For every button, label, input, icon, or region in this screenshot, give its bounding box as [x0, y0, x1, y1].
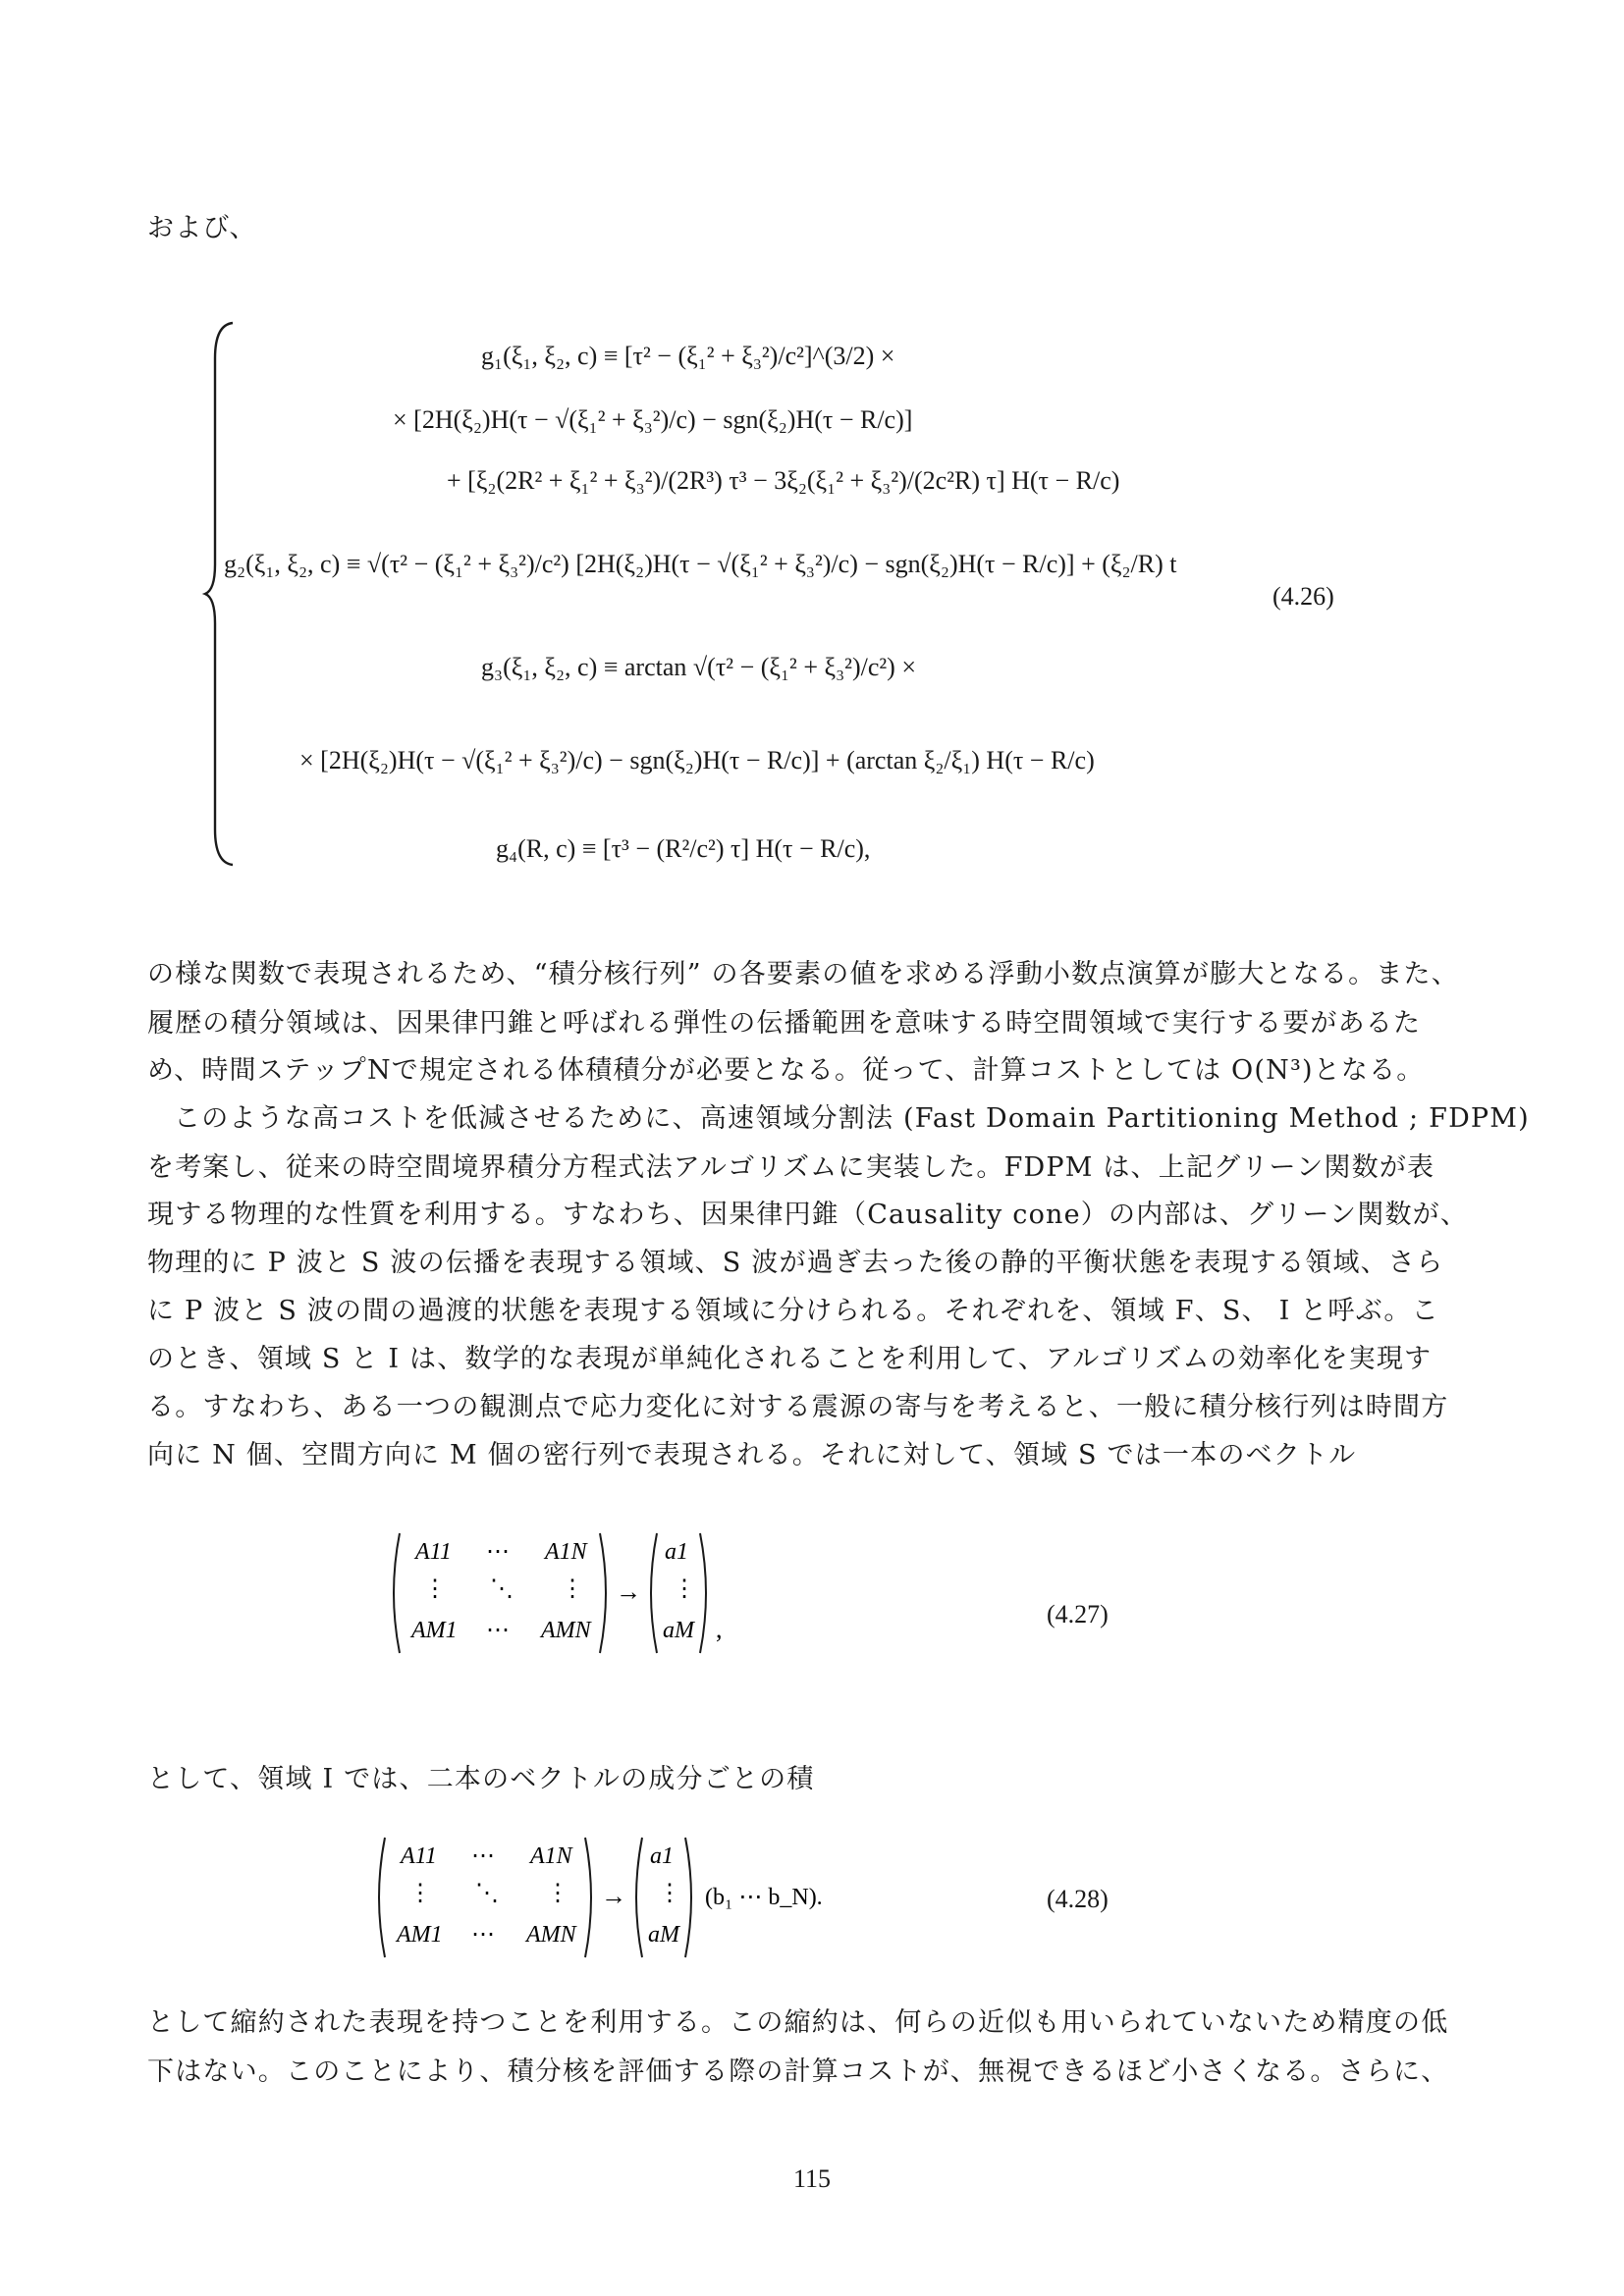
- matrix-cell: ⋮: [561, 1576, 584, 1602]
- matrix-cell: ⋮: [546, 1881, 569, 1906]
- equation-number-4-28: (4.28): [1047, 1885, 1109, 1913]
- matrix-cell: ⋯: [471, 1843, 495, 1869]
- matrix-cell: A11: [401, 1843, 437, 1869]
- eq-g2-line: g₂(ξ₁, ξ₂, c) ≡ √(τ² − (ξ₁² + ξ₃²)/c²) [2H(ξ₂)H(τ − √(ξ₁² + ξ₃²)/c) − sgn(ξ₂)H(τ − R/c)] + (ξ₂/R) t: [224, 550, 1177, 578]
- matrix-cell: A11: [415, 1539, 452, 1565]
- paragraph-2-line: る。すなわち、ある一つの観測点で応力変化に対する震源の寄与を考えると、一般に積分核行列は時間方: [147, 1392, 1449, 1422]
- eq-g3-line-1: g₃(ξ₁, ξ₂, c) ≡ arctan √(τ² − (ξ₁² + ξ₃²)/c²) ×: [481, 653, 916, 681]
- matrix-cell: ⋯: [471, 1922, 495, 1948]
- matrix-cell: AMN: [526, 1922, 576, 1948]
- matrix-cell: A1N: [530, 1843, 572, 1869]
- matrix-cell: ⋯: [486, 1539, 510, 1565]
- page-number: 115: [793, 2164, 832, 2193]
- vector-cell: aM: [663, 1618, 694, 1643]
- paragraph-2-line: 向に N 個、空間方向に M 個の密行列で表現される。それに対して、領域 S では一本のベクトル: [147, 1440, 1357, 1470]
- paragraph-2-line: を考案し、従来の時空間境界積分方程式法アルゴリズムに実装した。FDPM は、上記グリーン関数が表: [147, 1152, 1435, 1183]
- matrix-cell: ⋱: [475, 1881, 499, 1906]
- vector-cell: a1: [650, 1843, 674, 1869]
- eq-g1-line-1: g₁(ξ₁, ξ₂, c) ≡ [τ² − (ξ₁² + ξ₃²)/c²]^(3/2) ×: [481, 342, 895, 370]
- matrix-4-28: [373, 1834, 923, 1961]
- paragraph-2-line: このような高コストを低減させるために、高速領域分割法 (Fast Domain Partitioning Method ; FDPM): [174, 1103, 1530, 1134]
- matrix-cell: AM1: [397, 1922, 443, 1948]
- row-vector: (b₁ ⋯ b_N).: [705, 1885, 823, 1910]
- matrix-cell: ⋯: [486, 1618, 510, 1643]
- paragraph-2-line: のとき、領域 S と I は、数学的な表現が単純化されることを利用して、アルゴリズムの効率化を実現す: [147, 1344, 1433, 1374]
- paragraph-1-line: の様な関数で表現されるため、“積分核行列” の各要素の値を求める浮動小数点演算が膨大となる。また、: [147, 959, 1459, 989]
- equation-number-4-26: (4.26): [1272, 582, 1334, 611]
- vector-cell: ⋮: [658, 1881, 681, 1906]
- paragraph-1-line: め、時間ステップNで規定される体積積分が必要となる。従って、計算コストとしては O(N³)となる。: [147, 1055, 1425, 1086]
- matrix-cell: AMN: [541, 1618, 591, 1643]
- intro-text: および、: [147, 213, 257, 243]
- eq-g3-line-2: × [2H(ξ₂)H(τ − √(ξ₁² + ξ₃²)/c) − sgn(ξ₂)H(τ − R/c)] + (arctan ξ₂/ξ₁) H(τ − R/c): [299, 746, 1095, 774]
- matrix-cell: ⋮: [408, 1881, 432, 1906]
- arrow: →: [601, 1882, 626, 1910]
- paragraph-2-line: 現する物理的な性質を利用する。すなわち、因果律円錐（Causality cone）の内部は、グリーン関数が、: [147, 1200, 1469, 1230]
- equation-number-4-27: (4.27): [1047, 1600, 1109, 1629]
- matrix-cell: ⋮: [423, 1576, 447, 1602]
- paragraph-2-line: 物理的に P 波と S 波の伝播を表現する領域、S 波が過ぎ去った後の静的平衡状態を表現する領域、さら: [147, 1248, 1444, 1278]
- eq-g4-line: g₄(R, c) ≡ [τ³ − (R²/c²) τ] H(τ − R/c),: [496, 834, 871, 863]
- eq-g1-line-2: × [2H(ξ₂)H(τ − √(ξ₁² + ξ₃²)/c) − sgn(ξ₂)H(τ − R/c)]: [393, 405, 913, 434]
- eq-g1-line-3: + [ξ₂(2R² + ξ₁² + ξ₃²)/(2R³) τ³ − 3ξ₂(ξ₁² + ξ₃²)/(2c²R) τ] H(τ − R/c): [447, 466, 1120, 495]
- arrow: →: [616, 1577, 641, 1606]
- paragraph-4-line: 下はない。このことにより、積分核を評価する際の計算コストが、無視できるほど小さくなる。さらに、: [147, 2056, 1449, 2087]
- matrix-cell: ⋱: [490, 1576, 514, 1602]
- paragraph-1-line: 履歴の積分領域は、因果律円錐と呼ばれる弾性の伝播範囲を意味する時空間領域で実行する要があるた: [147, 1008, 1422, 1039]
- paragraph-4-line: として縮約された表現を持つことを利用する。この縮約は、何らの近似も用いられていないため精度の低: [147, 2007, 1449, 2038]
- trail: ,: [716, 1615, 723, 1643]
- matrix-cell: A1N: [545, 1539, 587, 1565]
- paragraph-2-line: に P 波と S 波の間の過渡的状態を表現する領域に分けられる。それぞれを、領域 F、S、 I と呼ぶ。こ: [147, 1296, 1439, 1326]
- matrix-cell: AM1: [411, 1618, 458, 1643]
- vector-cell: a1: [665, 1539, 688, 1565]
- paragraph-3: として、領域 I では、二本のベクトルの成分ごとの積: [147, 1764, 815, 1794]
- vector-cell: ⋮: [673, 1576, 696, 1602]
- vector-cell: aM: [648, 1922, 679, 1948]
